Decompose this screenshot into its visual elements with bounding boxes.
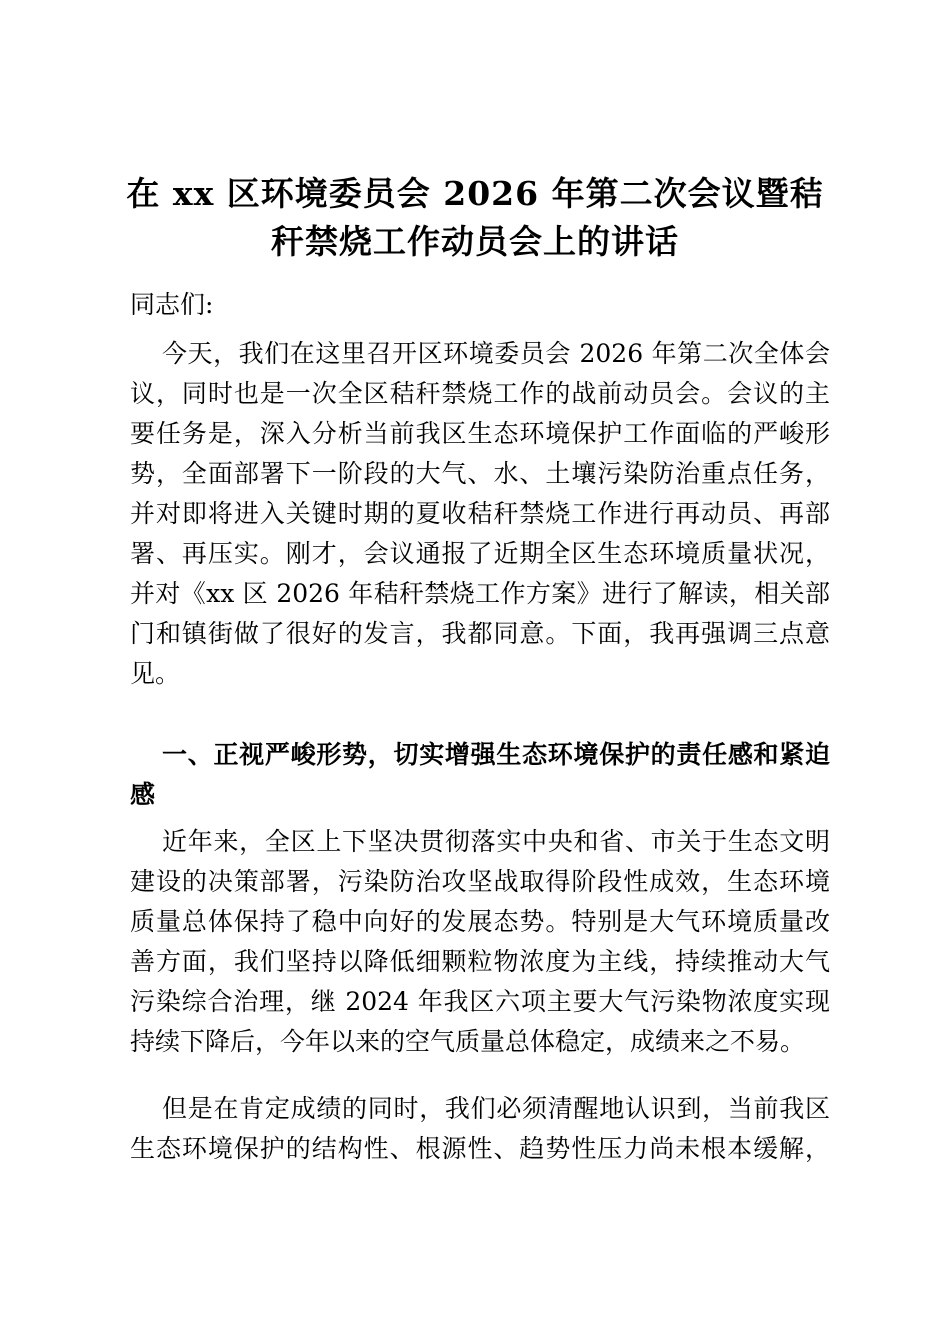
paragraph-line: 生态环境保护的结构性、根源性、趋势性压力尚未根本缓解， [130, 1134, 830, 1163]
heading-line: 一、正视严峻形势，切实增强生态环境保护的责任感和紧迫 [162, 740, 830, 769]
paragraph-line: 署、再压实。刚才，会议通报了近期全区生态环境质量状况， [130, 539, 830, 568]
paragraph-line: 并对《xx 区 2026 年秸秆禁烧工作方案》进行了解读，相关部 [130, 579, 830, 608]
paragraph-line: 今天，我们在这里召开区环境委员会 2026 年第二次全体会 [162, 339, 830, 368]
paragraph-line: 见。 [130, 659, 181, 688]
paragraph-line: 近年来，全区上下坚决贯彻落实中央和省、市关于生态文明 [162, 827, 830, 856]
paragraph-line: 势，全面部署下一阶段的大气、水、土壤污染防治重点任务， [130, 459, 830, 488]
document-title [110, 170, 840, 266]
paragraph-line: 但是在肯定成绩的同时，我们必须清醒地认识到，当前我区 [162, 1094, 830, 1123]
paragraph-2 [130, 822, 830, 1062]
paragraph-line: 质量总体保持了稳中向好的发展态势。特别是大气环境质量改 [130, 907, 830, 936]
paragraph-line: 门和镇街做了很好的发言，我都同意。下面，我再强调三点意 [130, 619, 830, 648]
paragraph-3 [130, 1089, 830, 1169]
paragraph-line: 要任务是，深入分析当前我区生态环境保护工作面临的严峻形 [130, 419, 830, 448]
paragraph-line: 并对即将进入关键时期的夏收秸秆禁烧工作进行再动员、再部 [130, 499, 830, 528]
paragraph-line: 持续下降后，今年以来的空气质量总体稳定，成绩来之不易。 [130, 1027, 806, 1056]
title-line-1: 在 xx 区环境委员会 2026 年第二次会议暨秸 [126, 174, 824, 213]
title-line-2: 秆禁烧工作动员会上的讲话 [271, 222, 679, 261]
section-heading-1 [130, 735, 830, 815]
paragraph-line: 议，同时也是一次全区秸秆禁烧工作的战前动员会。会议的主 [130, 379, 830, 408]
greeting: 同志们: [130, 290, 214, 319]
paragraph-line: 建设的决策部署，污染防治攻坚战取得阶段性成效，生态环境 [130, 867, 830, 896]
paragraph-line: 善方面，我们坚持以降低细颗粒物浓度为主线，持续推动大气 [130, 947, 830, 976]
paragraph-line: 污染综合治理，继 2024 年我区六项主要大气污染物浓度实现 [130, 987, 830, 1016]
paragraph-1 [130, 334, 830, 694]
heading-line: 感 [130, 780, 156, 809]
